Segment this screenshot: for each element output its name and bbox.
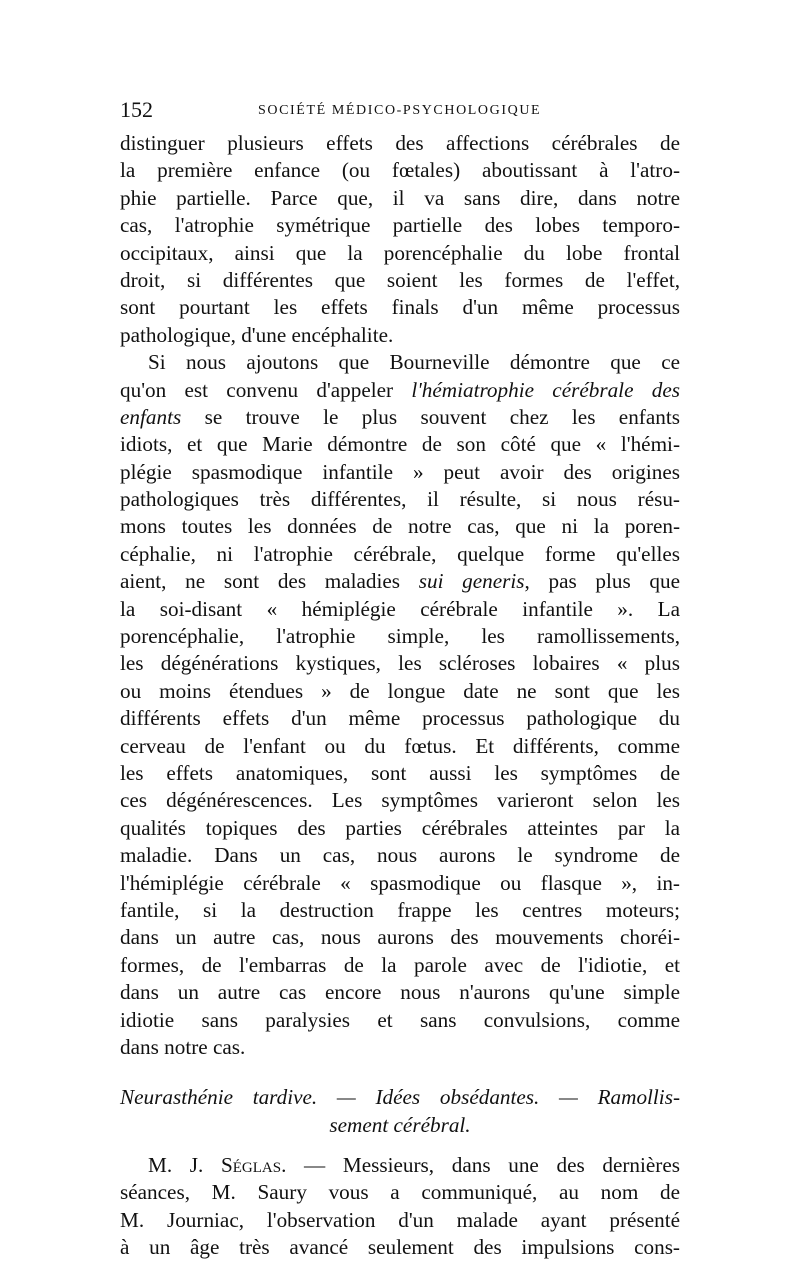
text-line: distinguer plusieurs effets des affections cérébrales de <box>120 131 680 155</box>
text-line: dans un autre cas encore nous n'aurons qu'une simple <box>120 980 680 1005</box>
text-line: sont pourtant les effets finals d'un même processus <box>120 295 680 320</box>
speaker-name: Séglas <box>220 1153 282 1178</box>
paragraph-seglas <box>120 1152 680 1262</box>
italic-term: l'hémiatrophie cérébrale des <box>411 377 680 402</box>
page-number: 152 <box>120 97 153 122</box>
text-segment: M. J. <box>148 1153 221 1178</box>
paragraph-bourneville <box>120 349 680 1061</box>
text-line: la soi-disant « hémiplégie cérébrale infantile ». La <box>120 596 680 621</box>
text-line: porencéphalie, l'atrophie simple, les ramollissements, <box>120 624 680 649</box>
text-line: idiotie sans paralysies et sans convulsions, comme <box>120 1007 680 1032</box>
text-line: qualités topiques des parties cérébrales atteintes par la <box>120 815 680 840</box>
heading-spacer <box>120 1139 680 1152</box>
text-line: la première enfance (ou fœtales) aboutissant à l'atro- <box>120 158 680 183</box>
text-line: fantile, si la destruction frappe les centres moteurs; <box>120 897 680 922</box>
text-line <box>120 568 680 595</box>
text-line <box>120 377 680 404</box>
text-line: dans un autre cas, nous aurons des mouvements choréi- <box>120 925 680 950</box>
text-segment: aient, ne sont des maladies <box>120 569 419 594</box>
italic-term: enfants <box>120 404 182 429</box>
text-line: pathologique, d'une encéphalite. <box>120 322 394 347</box>
page-header <box>120 98 680 122</box>
text-segment: , pas plus que <box>524 569 680 594</box>
text-line: les dégénérations kystiques, les scléroses lobaires « plus <box>120 651 680 676</box>
text-line <box>120 404 680 431</box>
text-line: phie partielle. Parce que, il va sans dire, dans notre <box>120 185 680 210</box>
section-spacer <box>120 1061 680 1084</box>
text-line: cerveau de l'enfant ou du fœtus. Et différents, comme <box>120 733 680 758</box>
text-line: ou moins étendues » de longue date ne sont que les <box>120 678 680 703</box>
text-line: l'hémiplégie cérébrale « spasmodique ou flasque », in- <box>120 870 680 895</box>
text-line: céphalie, ni l'atrophie cérébrale, quelque forme qu'elles <box>120 541 680 566</box>
text-segment: se trouve le plus souvent chez les enfants <box>181 404 680 429</box>
paragraph-continuation <box>120 130 680 349</box>
section-title-line: sement cérébral. <box>329 1112 471 1137</box>
text-line: maladie. Dans un cas, nous aurons le syndrome de <box>120 843 680 868</box>
text-line: cas, l'atrophie symétrique partielle des lobes temporo- <box>120 213 680 238</box>
text-line: dans notre cas. <box>120 1034 246 1059</box>
text-line: différents effets d'un même processus pathologique du <box>120 706 680 731</box>
text-line: à un âge très avancé seulement des impulsions cons- <box>120 1235 680 1260</box>
text-line: séances, M. Saury vous a communiqué, au nom de <box>120 1180 680 1205</box>
text-segment: qu'on est convenu d'appeler <box>120 377 412 402</box>
text-line: plégie spasmodique infantile » peut avoir des origines <box>120 459 680 484</box>
text-line: Si nous ajoutons que Bourneville démontre que ce <box>148 350 680 375</box>
text-line: droit, si différentes que soient les formes de l'effet, <box>120 267 680 292</box>
text-segment: . — Messieurs, dans une des dernières <box>281 1153 681 1178</box>
section-title-line: Neurasthénie tardive. — Idées obsédantes. — Ramollis- <box>120 1085 680 1110</box>
text-line: ces dégénérescences. Les symptômes varieront selon les <box>120 788 680 813</box>
text-line: idiots, et que Marie démontre de son côté que « l'hémi- <box>120 432 680 457</box>
text-line: formes, de l'embarras de la parole avec de l'idiotie, et <box>120 952 680 977</box>
section-heading <box>120 1084 680 1139</box>
text-line: M. Journiac, l'observation d'un malade ayant présenté <box>120 1207 680 1232</box>
italic-term: sui generis <box>418 569 525 594</box>
text-line <box>120 1152 680 1179</box>
text-line: pathologiques très différentes, il résulte, si nous résu- <box>120 487 680 512</box>
text-line: les effets anatomiques, sont aussi les symptômes de <box>120 760 680 785</box>
running-title: SOCIÉTÉ MÉDICO-PSYCHOLOGIQUE <box>258 103 542 118</box>
body-text <box>120 130 680 1262</box>
text-line: occipitaux, ainsi que la porencéphalie du lobe frontal <box>120 240 680 265</box>
text-line: mons toutes les données de notre cas, que ni la poren- <box>120 514 680 539</box>
